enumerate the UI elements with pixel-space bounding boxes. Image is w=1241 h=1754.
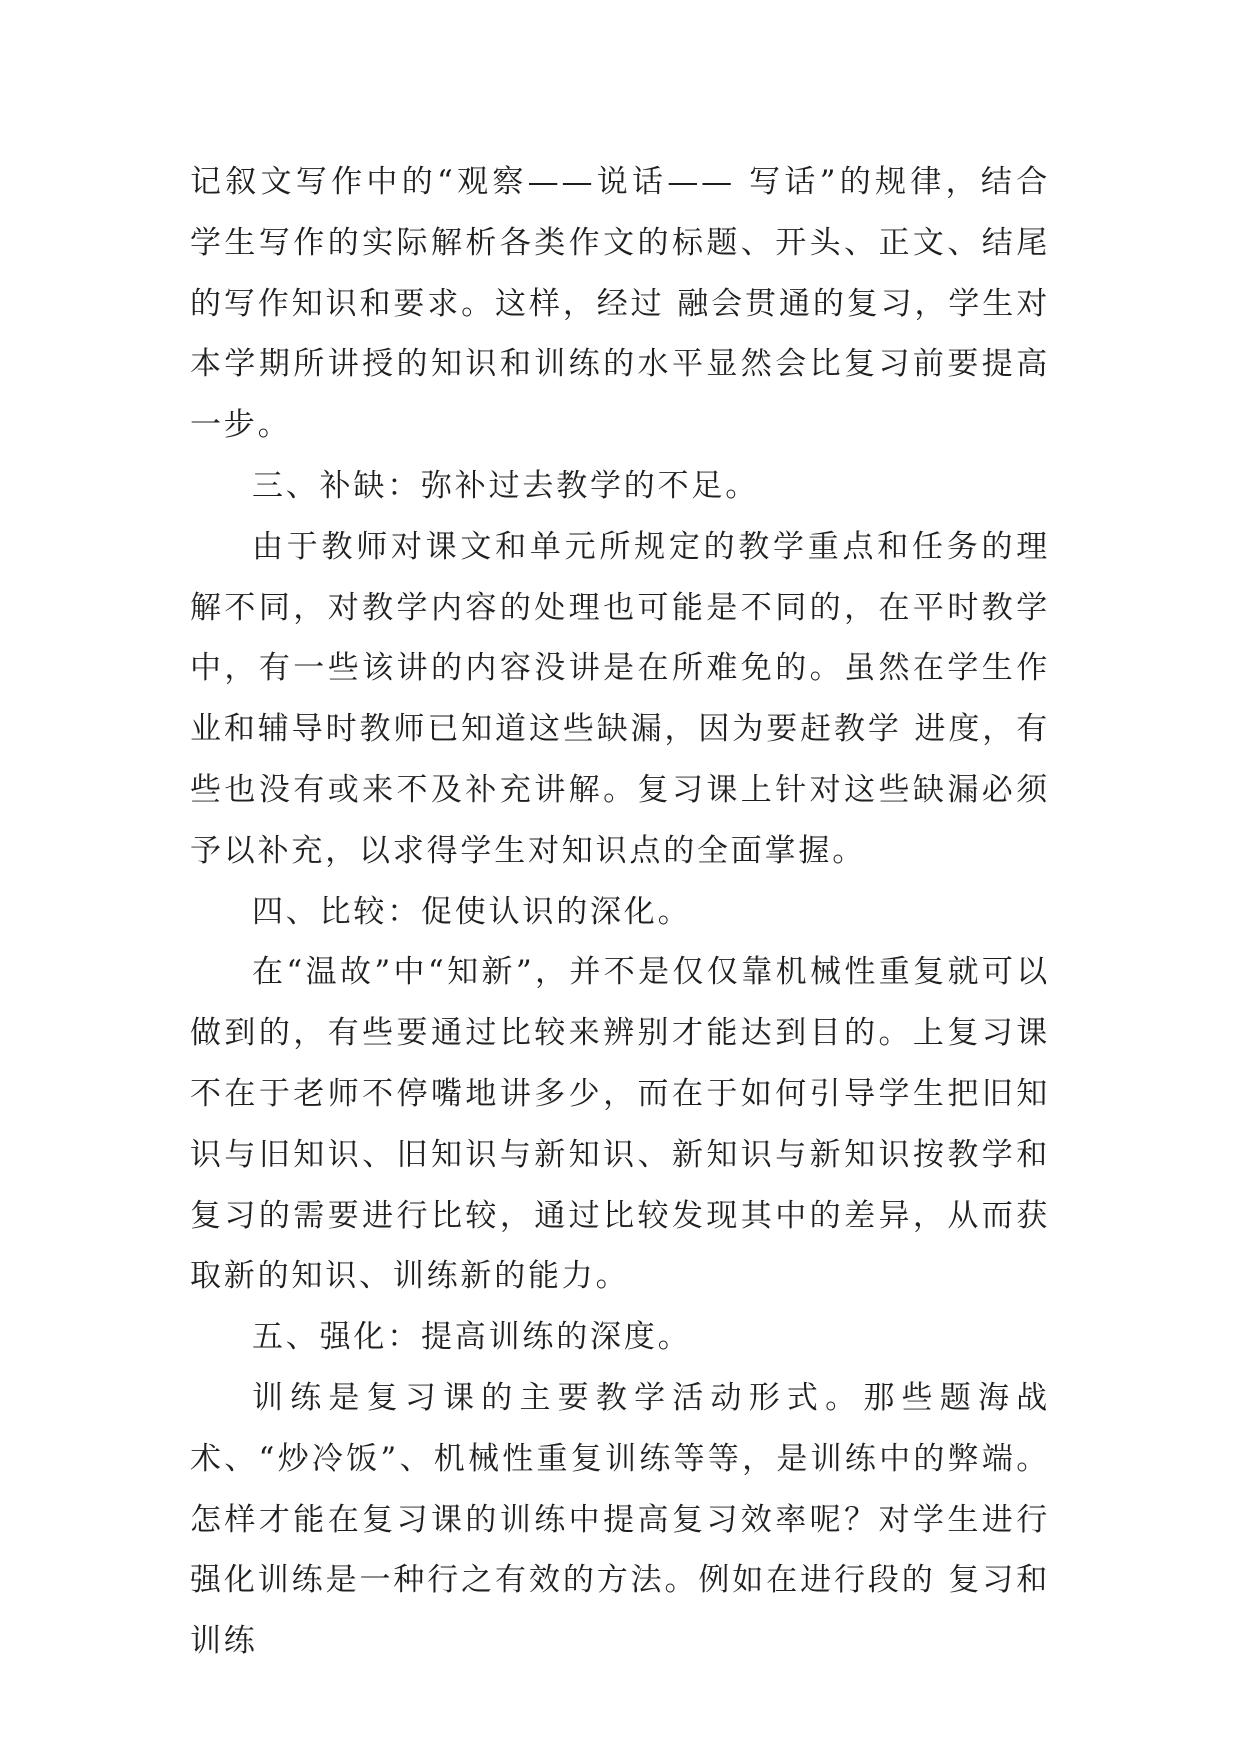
section-heading-4: 四、比较：促使认识的深化。 xyxy=(252,893,692,930)
document-body xyxy=(190,152,1050,1672)
section-heading-3: 三、补缺：弥补过去教学的不足。 xyxy=(252,467,759,504)
paragraph-section-5: 训练是复习课的主要教学活动形式。那些题海战术、“炒冷饭”、机械性重复训练等等，是训练中的弊端。怎样才能在复习课的训练中提高复习效率呢？对学生进行强化训练是一种行之有效的方法。例如在进行段的 复习和训练 xyxy=(190,1379,1050,1660)
section-heading-5: 五、强化：提高训练的深度。 xyxy=(252,1319,692,1356)
paragraph-section-4: 在“温故”中“知新”，并不是仅仅靠机械性重复就可以做到的，有些要通过比较来辨别才能达到目的。上复习课不在于老师不停嘴地讲多少，而在于如何引导学生把旧知识与旧知识、旧知识与新知识、新知识与新知识按教学和复习的需要进行比较，通过比较发现其中的差异，从而获取新的知识、训练新的能力。 xyxy=(190,954,1050,1295)
paragraph-section-3: 由于教师对课文和单元所规定的教学重点和任务的理解不同，对教学内容的处理也可能是不同的，在平时教学中，有一些该讲的内容没讲是在所难免的。虽然在学生作业和辅导时教师已知道这些缺漏，因为要赶教学 进度，有些也没有或来不及补充讲解。复习课上针对这些缺漏必须予以补充，以求得学生对知识点的全面掌握。 xyxy=(190,528,1050,869)
paragraph-continuation: 记叙文写作中的“观察——说话—— 写话”的规律，结合学生写作的实际解析各类作文的标题、开头、正文、结尾的写作知识和要求。这样，经过 融会贯通的复习，学生对本学期所讲授的知识和训练的水平显然会比复习前要提高一步。 xyxy=(190,164,1050,444)
